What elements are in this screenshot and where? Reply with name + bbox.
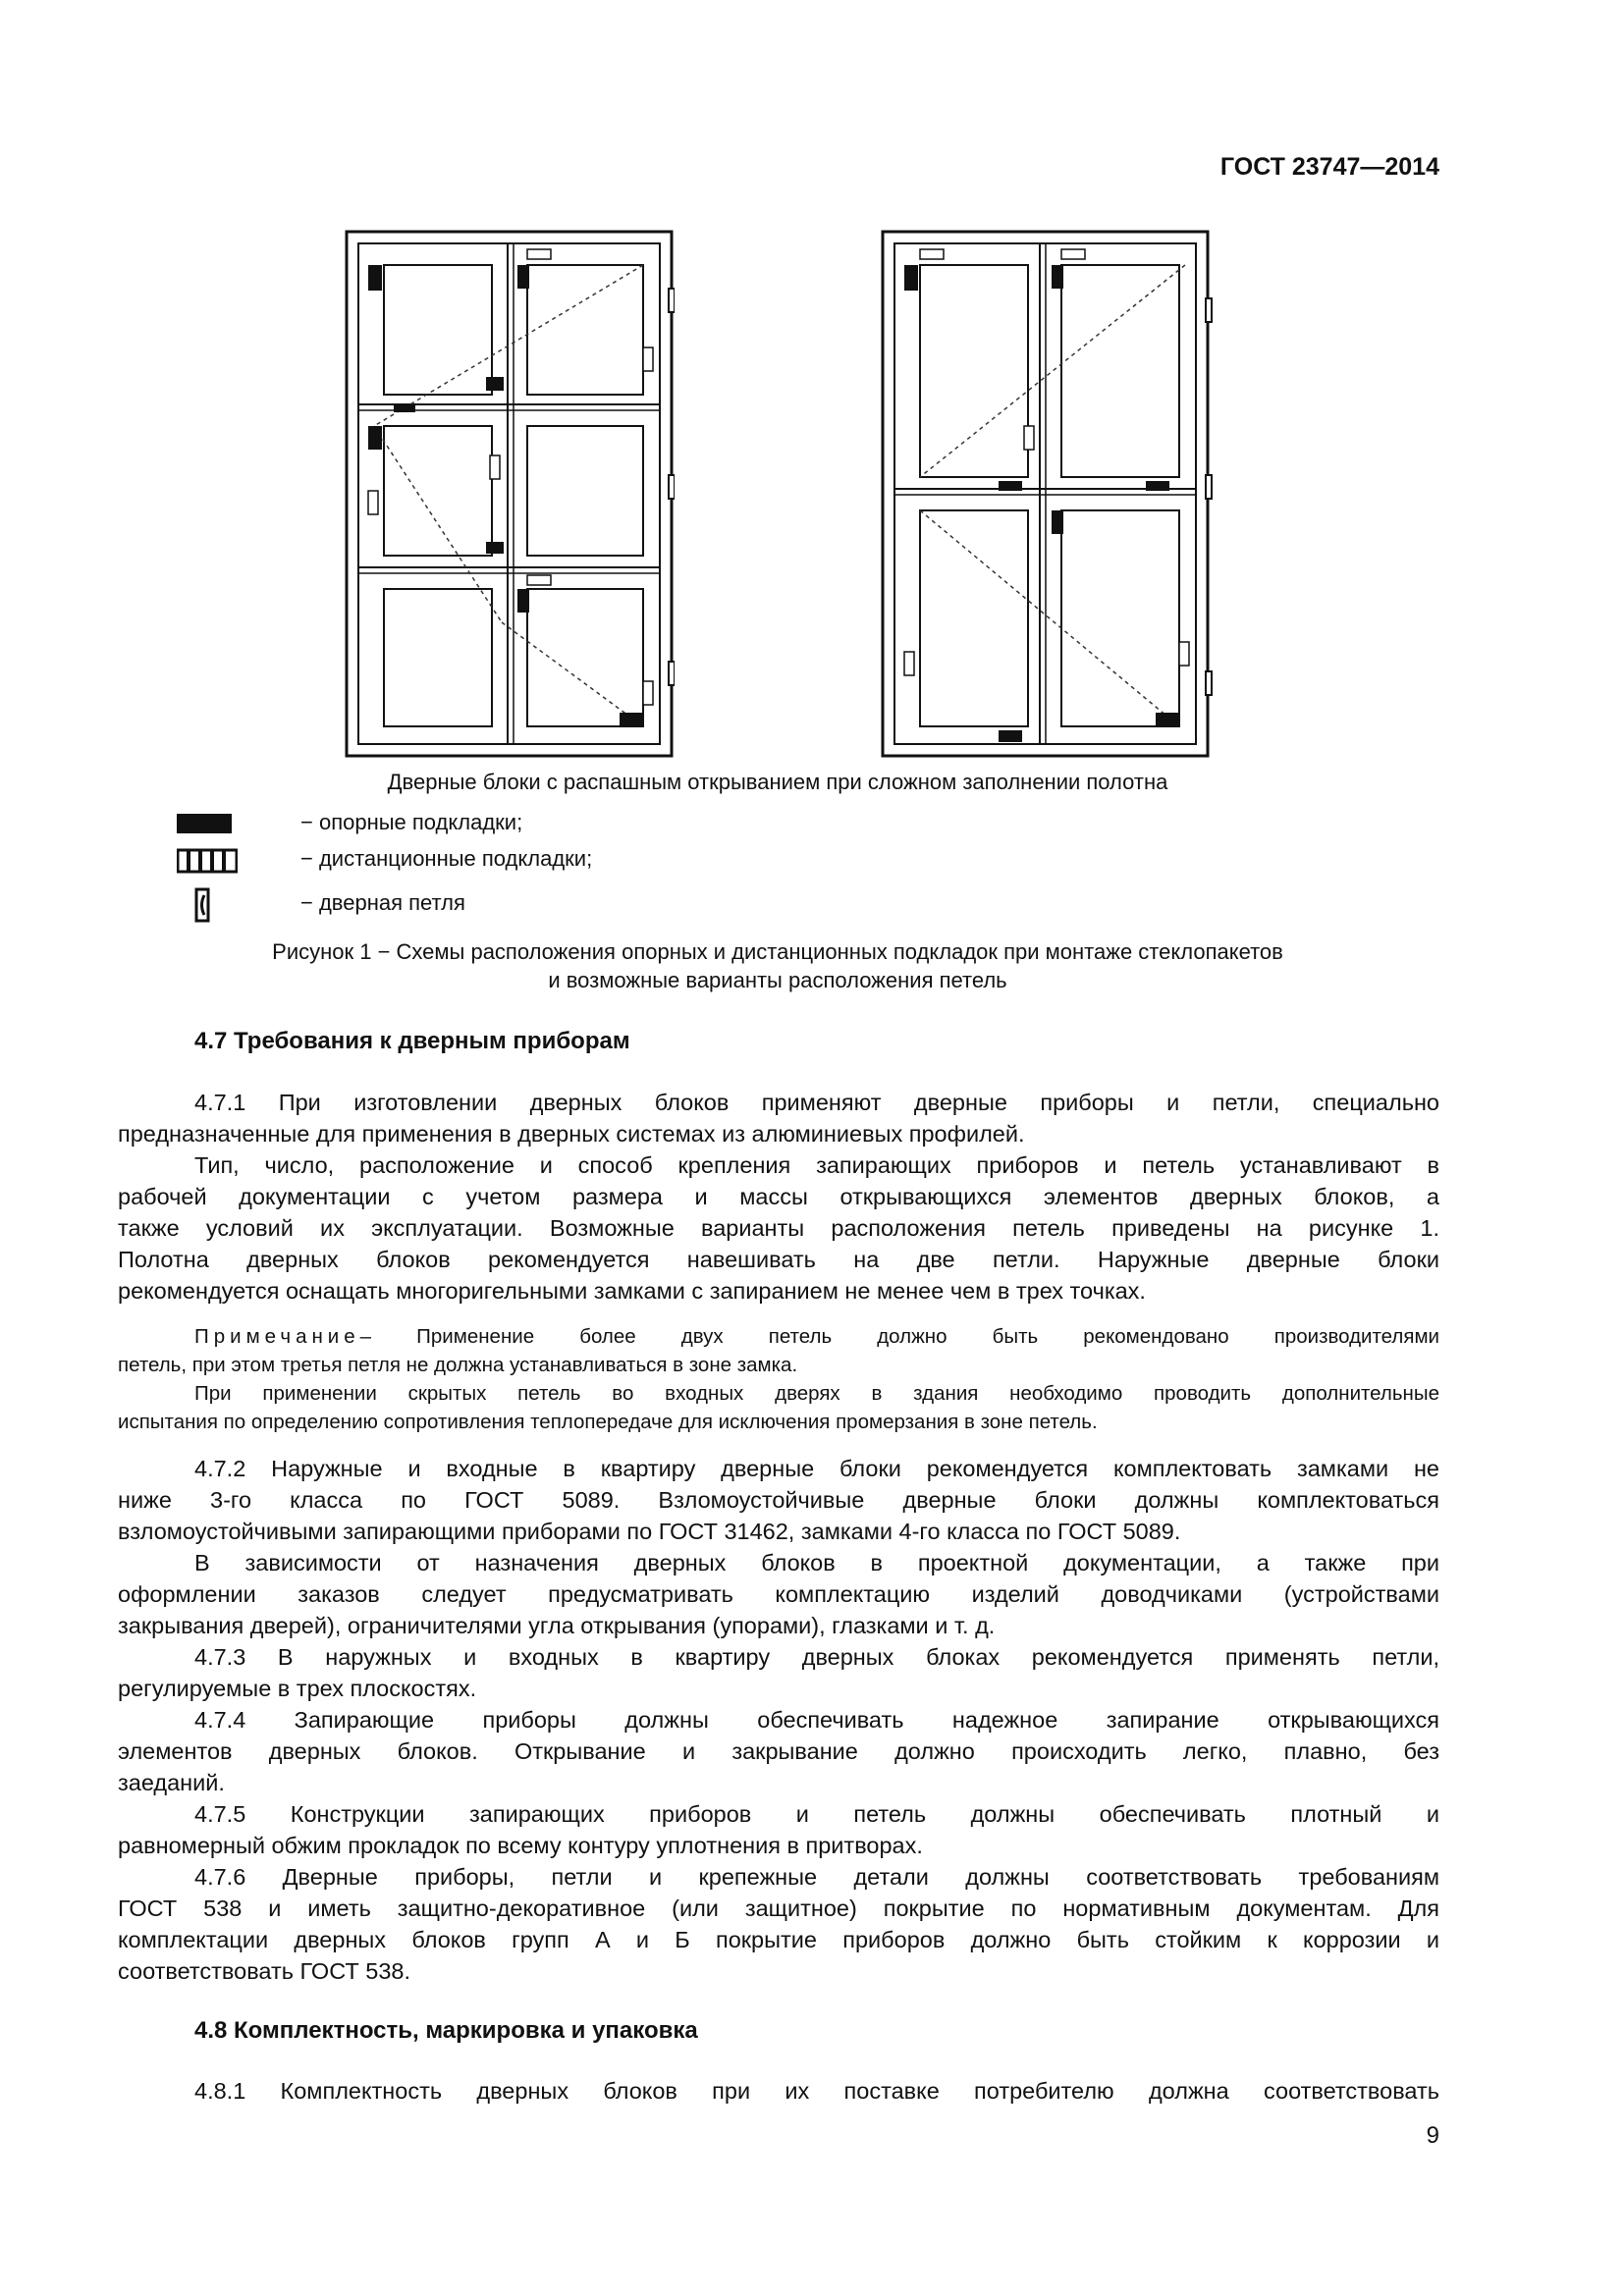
text-line: рекомендуется оснащать многоригельными замками с запиранием не менее чем в трех точках. — [118, 1278, 1146, 1304]
text-line: В зависимости от назначения дверных блоков в проектной документации, а также при — [194, 1550, 1439, 1575]
figure-subcaption: Дверные блоки с распашным открыванием при сложном заполнении полотна — [387, 770, 1168, 794]
text-line: ГОСТ 538 и иметь защитно-декоративное (или защитное) покрытие по нормативным документам. Для — [118, 1896, 1439, 1921]
text-line: – Применение более двух петель должно быть рекомендовано производителями — [359, 1325, 1439, 1348]
text-line: 4.7.6 Дверные приборы, петли и крепежные детали должны соответствовать требованиям — [194, 1864, 1439, 1890]
text-line: соответствовать ГОСТ 538. — [118, 1958, 411, 1984]
note-label: Примечание — [194, 1325, 360, 1348]
door-diagram-four-panes — [881, 230, 1215, 760]
legend-support-pads: − опорные подкладки; — [300, 810, 523, 834]
text-line: также условий их эксплуатации. Возможные варианты расположения петель приведены на рисунке 1. — [118, 1215, 1439, 1241]
door-diagram-six-panes — [345, 230, 675, 760]
door-hinge-icon — [194, 887, 210, 923]
paragraphs-4-7-2-to-4-7-6 — [118, 1453, 1439, 1987]
spacer-pads — [904, 249, 1189, 675]
text-line: закрывания дверей), ограничителями угла открывания (упорами), глазками и т. д. — [118, 1613, 996, 1638]
text-line: ниже 3-го класса по ГОСТ 5089. Взломоустойчивые дверные блоки должны комплектоваться — [118, 1487, 1439, 1513]
text-line: 4.7.3 В наружных и входных в квартиру дверных блоках рекомендуется применять петли, — [194, 1644, 1439, 1670]
note — [118, 1322, 1439, 1436]
text-line: взломоустойчивыми запирающими приборами по ГОСТ 31462, замками 4-го класса по ГОСТ 5089. — [118, 1519, 1181, 1544]
text-line: петель, при этом третья петля не должна устанавливаться в зоне замка. — [118, 1354, 798, 1376]
spacer-pad-icon — [177, 848, 238, 874]
figure-caption-line: Рисунок 1 − Схемы расположения опорных и дистанционных подкладок при монтаже стеклопакетов — [272, 939, 1283, 964]
text-line: 4.7.1 При изготовлении дверных блоков применяют дверные приборы и петли, специально — [194, 1090, 1439, 1115]
page-number: 9 — [1426, 2122, 1439, 2149]
text-line: Тип, число, расположение и способ крепления запирающих приборов и петель устанавливают в — [194, 1152, 1439, 1178]
text-line: рабочей документации с учетом размера и массы открывающихся элементов дверных блоков, а — [118, 1184, 1439, 1209]
door-inner-frame — [358, 243, 660, 744]
text-line: Полотна дверных блоков рекомендуется навешивать на две петли. Наружные дверные блоки — [118, 1247, 1439, 1272]
glass-panes — [920, 265, 1179, 726]
text-line: предназначенные для применения в дверных системах из алюминиевых профилей. — [118, 1121, 1025, 1147]
legend-spacer-pads: − дистанционные подкладки; — [300, 846, 593, 871]
text-line: комплектации дверных блоков групп А и Б покрытие приборов должно быть стойким к коррозии и — [118, 1927, 1439, 1952]
section-heading-4-7: 4.7 Требования к дверным приборам — [194, 1028, 630, 1054]
text-line: 4.8.1 Комплектность дверных блоков при их поставке потребителю должна соответствовать — [194, 2078, 1439, 2104]
text-line: равномерный обжим прокладок по всему контуру уплотнения в притворах. — [118, 1833, 923, 1858]
text-line: При применении скрытых петель во входных дверях в здания необходимо проводить дополнительные — [194, 1382, 1439, 1405]
figure-caption-line: и возможные варианты расположения петель — [548, 968, 1007, 992]
text-line: элементов дверных блоков. Открывание и закрывание должно происходить легко, плавно, без — [118, 1738, 1439, 1764]
legend-door-hinge: − дверная петля — [300, 890, 465, 915]
opening-lines — [920, 265, 1185, 726]
support-pads — [368, 265, 643, 726]
paragraph-4-8-1 — [118, 2075, 1439, 2107]
text-line: испытания по определению сопротивления теплопередаче для исключения промерзания в зоне петель. — [118, 1411, 1098, 1433]
support-pad-icon — [177, 812, 232, 835]
text-line: регулируемые в трех плоскостях. — [118, 1676, 477, 1701]
text-line: заеданий. — [118, 1770, 225, 1795]
text-line: 4.7.2 Наружные и входные в квартиру дверные блоки рекомендуется комплектовать замками не — [194, 1456, 1439, 1481]
text-line: 4.7.5 Конструкции запирающих приборов и петель должны обеспечивать плотный и — [194, 1801, 1439, 1827]
section-heading-4-8: 4.8 Комплектность, маркировка и упаковка — [194, 2017, 698, 2044]
document-code: ГОСТ 23747—2014 — [1219, 153, 1439, 181]
text-line: 4.7.4 Запирающие приборы должны обеспечивать надежное запирание открывающихся — [194, 1707, 1439, 1733]
spacer-pads — [368, 249, 653, 705]
paragraph-4-7-1 — [118, 1087, 1439, 1307]
support-pads — [904, 265, 1179, 742]
door-outer-frame — [347, 232, 672, 756]
text-line: оформлении заказов следует предусматривать комплектацию изделий доводчиками (устройствами — [118, 1581, 1439, 1607]
